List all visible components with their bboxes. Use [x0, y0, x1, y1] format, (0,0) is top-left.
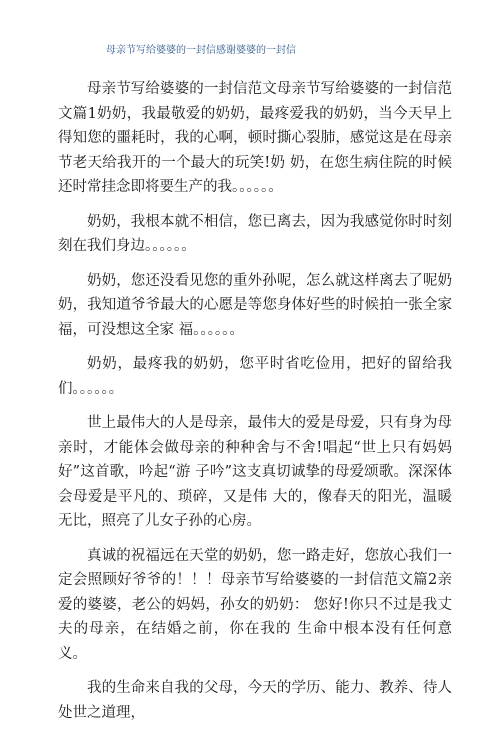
paragraph: 奶奶，最疼我的奶奶，您平时省吃俭用，把好的留给我们。。。。。。	[58, 356, 452, 397]
paragraph: 母亲节写给婆婆的一封信范文母亲节写给婆婆的一封信范文篇1奶奶，我最敬爱的奶奶，最疼爱我的奶奶，当今天早上得知您的噩耗时，我的心啊，顿时撕心裂肺，感觉这是在母亲节老天给我开的一个最大的玩笑!奶 奶，在您生病住院的时候还时常挂念即将要生产的我。。。。。。	[58, 81, 452, 195]
paragraph: 奶奶，我根本就不相信，您已离去，因为我感觉你时时刻刻在我们身边。。。。。。	[58, 213, 452, 254]
paragraph: 世上最伟大的人是母亲，最伟大的爱是母爱，只有身为母亲时，才能体会做母亲的种种舍与不舍!唱起“世上只有妈妈好”这首歌，吟起“游 子吟”这支真切诚挚的母爱颂歌。深深体会母爱是平凡的、琐碎，又是伟 大的，像春天的阳光，温暖无比，照亮了儿女子孙的心房。	[58, 415, 452, 529]
document-body	[58, 77, 452, 735]
paragraph: 我的生命来自我的父母，今天的学历、能力、教养、待人处世之道理，	[58, 680, 452, 721]
document-header: 母亲节写给婆婆的一封信感谢婆婆的一封信	[106, 45, 296, 56]
paragraph: 奶奶，您还没看见您的重外孙呢，怎么就这样离去了呢奶奶，我知道爷爷最大的心愿是等您身体好些的时候拍一张全家福，可没想这全家 福。。。。。。	[58, 272, 452, 338]
paragraph: 真诚的祝福远在天堂的奶奶，您一路走好，您放心我们一定会照顾好爷爷的！！！母亲节写给婆婆的一封信范文篇2亲爱的婆婆，老公的妈妈，孙女的奶奶： 您好!你只不过是我丈夫的母亲，在结婚之前，你在我的 生命中根本没有任何意义。	[58, 547, 452, 662]
